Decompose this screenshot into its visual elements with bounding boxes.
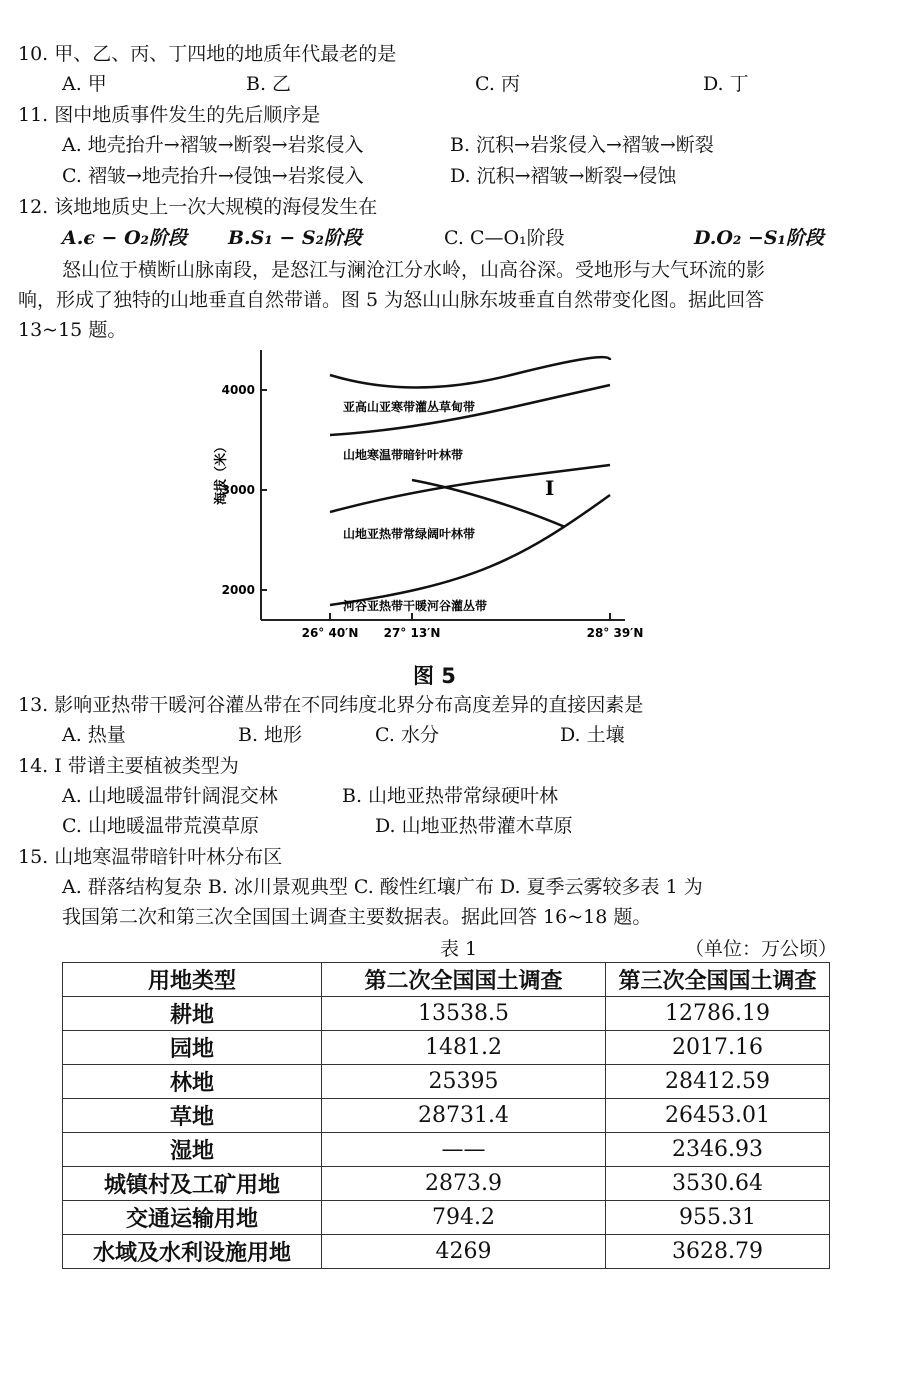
cell-land-type: 耕地: [63, 997, 322, 1031]
cell-third-survey: 12786.19: [606, 997, 830, 1031]
zone-label-broadleaf: 山地亚热带常绿阔叶林带: [343, 527, 476, 541]
x-tick-label: 28° 39′N: [586, 626, 644, 640]
cell-land-type: 水域及水利设施用地: [63, 1235, 322, 1269]
cell-third-survey: 3530.64: [606, 1167, 830, 1201]
cell-land-type: 交通运输用地: [63, 1201, 322, 1235]
table-row: [63, 1235, 830, 1269]
cell-second-survey: 13538.5: [322, 997, 606, 1031]
y-axis-label: 海拔（米）: [214, 439, 229, 505]
table-unit: （单位：万公顷）: [685, 938, 838, 960]
q11-option-b[interactable]: B. 沉积→岩浆侵入→褶皱→断裂: [450, 134, 714, 156]
table-body: [63, 997, 830, 1269]
y-tick-label: 2000: [221, 583, 255, 597]
q15-table-intro: 我国第二次和第三次全国国土调查主要数据表。据此回答 16~18 题。: [62, 906, 652, 928]
cell-land-type: 草地: [63, 1099, 322, 1133]
q14-option-c[interactable]: C. 山地暖温带荒漠草原: [62, 815, 259, 837]
table-row: [63, 1167, 830, 1201]
cell-land-type: 园地: [63, 1031, 322, 1065]
cell-third-survey: 26453.01: [606, 1099, 830, 1133]
x-tick-label: 26° 40′N: [301, 626, 359, 640]
q10-option-d[interactable]: D. 丁: [703, 73, 749, 95]
table-row: [63, 1133, 830, 1167]
land-survey-table: [62, 962, 830, 1269]
q11-option-d[interactable]: D. 沉积→褶皱→断裂→侵蚀: [450, 165, 677, 187]
table-row: [63, 997, 830, 1031]
figure-caption: 图 5: [413, 664, 456, 688]
figure-5-chart: [205, 340, 665, 658]
q12-option-c[interactable]: C. C—O₁阶段: [444, 227, 565, 249]
header-land-type: 用地类型: [63, 963, 322, 997]
q10-option-c[interactable]: C. 丙: [475, 73, 520, 95]
q13-option-c[interactable]: C. 水分: [375, 724, 439, 746]
table-row: [63, 1201, 830, 1235]
cell-second-survey: 25395: [322, 1065, 606, 1099]
q13-option-a[interactable]: A. 热量: [62, 724, 126, 746]
x-tick-label: 27° 13′N: [383, 626, 441, 640]
q12-option-b[interactable]: B.S₁ − S₂阶段: [228, 227, 362, 249]
cell-third-survey: 955.31: [606, 1201, 830, 1235]
header-second-survey: 第二次全国国土调查: [322, 963, 606, 997]
q13-stem: 13. 影响亚热带干暖河谷灌丛带在不同纬度北界分布高度差异的直接因素是: [18, 694, 644, 716]
q13-option-b[interactable]: B. 地形: [238, 724, 303, 746]
cell-land-type: 湿地: [63, 1133, 322, 1167]
intro-line-1: 怒山位于横断山脉南段，是怒江与澜沧江分水岭，山高谷深。受地形与大气环流的影: [62, 259, 766, 281]
q14-option-d[interactable]: D. 山地亚热带灌木草原: [375, 815, 573, 837]
cell-second-survey: ——: [322, 1133, 606, 1167]
q14-option-b[interactable]: B. 山地亚热带常绿硬叶林: [342, 785, 559, 807]
table-row: [63, 1099, 830, 1133]
intro-line-2: 响，形成了独特的山地垂直自然带谱。图 5 为怒山山脉东坡垂直自然带变化图。据此回答: [18, 289, 765, 311]
zone-marker-i: I: [545, 476, 555, 500]
q10-option-b[interactable]: B. 乙: [246, 73, 292, 95]
boundary-line-conifer-lower: [330, 465, 610, 512]
cell-second-survey: 28731.4: [322, 1099, 606, 1133]
q15-stem: 15. 山地寒温带暗针叶林分布区: [18, 846, 283, 868]
q11-option-a[interactable]: A. 地壳抬升→褶皱→断裂→岩浆侵入: [62, 134, 364, 156]
cell-third-survey: 3628.79: [606, 1235, 830, 1269]
q10-stem: 10. 甲、乙、丙、丁四地的地质年代最老的是: [18, 43, 397, 65]
q11-option-c[interactable]: C. 褶皱→地壳抬升→侵蚀→岩浆侵入: [62, 165, 364, 187]
boundary-line-subalpine-upper: [330, 357, 610, 387]
q12-option-a[interactable]: A.ϵ − O₂阶段: [62, 227, 187, 249]
q12-option-d[interactable]: D.O₂ −S₁阶段: [694, 227, 824, 249]
q10-option-a[interactable]: A. 甲: [62, 73, 107, 95]
q13-option-d[interactable]: D. 土壤: [560, 724, 625, 746]
table-row: [63, 1031, 830, 1065]
cell-land-type: 城镇村及工矿用地: [63, 1167, 322, 1201]
zone-label-valley-shrub: 河谷亚热带干暖河谷灌丛带: [343, 599, 488, 613]
zone-boundary-branch: [412, 480, 565, 527]
cell-second-survey: 4269: [322, 1235, 606, 1269]
zone-label-subalpine: 亚高山亚寒带灌丛草甸带: [343, 400, 476, 414]
table-row: [63, 1065, 830, 1099]
cell-second-survey: 2873.9: [322, 1167, 606, 1201]
q12-stem: 12. 该地地质史上一次大规模的海侵发生在: [18, 196, 378, 218]
cell-second-survey: 794.2: [322, 1201, 606, 1235]
q15-options-line: A. 群落结构复杂 B. 冰川景观典型 C. 酸性红壤广布 D. 夏季云雾较多表 1 为: [62, 876, 703, 898]
q14-option-a[interactable]: A. 山地暖温带针阔混交林: [62, 785, 278, 807]
y-tick-label: 4000: [221, 383, 255, 397]
intro-line-3: 13~15 题。: [18, 319, 127, 341]
zone-label-conifer: 山地寒温带暗针叶林带: [343, 448, 464, 462]
cell-third-survey: 2346.93: [606, 1133, 830, 1167]
q14-stem: 14. I 带谱主要植被类型为: [18, 755, 239, 777]
cell-third-survey: 2017.16: [606, 1031, 830, 1065]
boundary-line-valley-upper: [330, 495, 610, 605]
q11-stem: 11. 图中地质事件发生的先后顺序是: [18, 104, 321, 126]
cell-second-survey: 1481.2: [322, 1031, 606, 1065]
cell-land-type: 林地: [63, 1065, 322, 1099]
table-title: 表 1: [440, 938, 478, 960]
cell-third-survey: 28412.59: [606, 1065, 830, 1099]
y-tick-label: 3000: [221, 483, 255, 497]
header-third-survey: 第三次全国国土调查: [606, 963, 830, 997]
table-header-row: [63, 963, 830, 997]
